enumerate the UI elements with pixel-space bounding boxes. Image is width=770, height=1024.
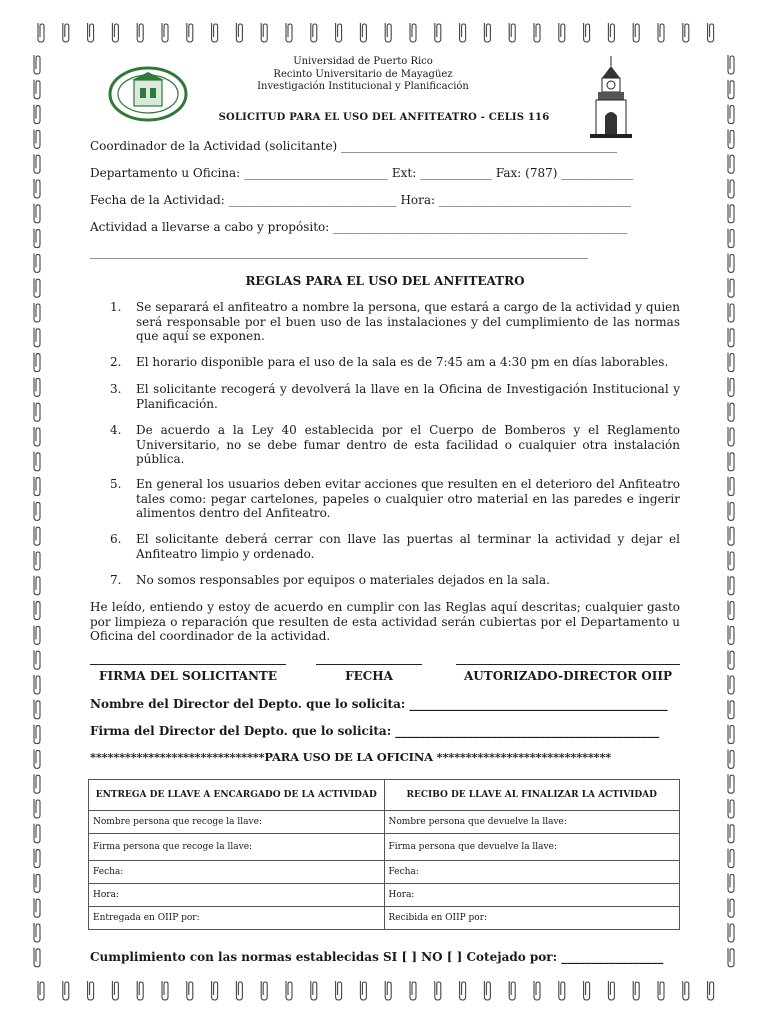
paperclip-icon: [728, 799, 734, 818]
table-row: [89, 861, 680, 884]
paperclip-icon: [385, 981, 391, 1000]
paperclip-icon: [34, 427, 40, 446]
paperclip-icon: [261, 23, 267, 42]
paperclip-icon: [728, 625, 734, 644]
paperclip-icon: [534, 23, 540, 42]
director-signature-field[interactable]: Firma del Director del Depto. que lo solicita: ____________________________________________: [90, 724, 660, 738]
paperclip-icon: [658, 981, 664, 1000]
paperclip-icon: [311, 23, 317, 42]
rule-text: En general los usuarios deben evitar acciones que resulten en el deterioro del Anfiteatro tales como: pegar cartelones, papeles o cualquier otro material en las paredes e ingerir alimentos dentro del Anfiteatro.: [136, 477, 680, 520]
paperclip-icon: [728, 278, 734, 297]
paperclip-icon: [728, 105, 734, 124]
rule-text: El solicitante deberá cerrar con llave las puertas al terminar la actividad y dejar el Anfiteatro limpio y ordenado.: [136, 532, 680, 561]
paperclip-icon: [559, 23, 565, 42]
table-row: [89, 884, 680, 907]
table-cell[interactable]: Fecha:: [384, 861, 680, 884]
paperclip-icon: [728, 576, 734, 595]
paperclip-icon: [584, 981, 590, 1000]
paperclip-icon: [658, 23, 664, 42]
rule-item: [110, 532, 680, 561]
paperclip-icon: [34, 923, 40, 942]
paperclip-icon: [88, 981, 94, 1000]
rule-number: 2.: [110, 355, 122, 369]
paperclip-icon: [360, 23, 366, 42]
paperclip-icon: [34, 725, 40, 744]
table-row: [89, 834, 680, 861]
paperclip-icon: [34, 799, 40, 818]
paperclip-icon: [336, 981, 342, 1000]
paperclip-icon: [38, 23, 44, 42]
paperclip-icon: [728, 154, 734, 173]
paperclip-icon: [212, 23, 218, 42]
activity-date-field[interactable]: Fecha de la Actividad: ____________________________ Hora: ________________________________: [90, 193, 631, 207]
table-cell[interactable]: Fecha:: [89, 861, 385, 884]
paperclip-icon: [63, 981, 69, 1000]
form-title: SOLICITUD PARA EL USO DEL ANFITEATRO - CELIS 116: [218, 112, 550, 123]
clock-tower-icon: [588, 56, 634, 140]
rule-text: El horario disponible para el uso de la sala es de 7:45 am a 4:30 pm en días laborables.: [136, 355, 669, 369]
table-cell[interactable]: Firma persona que recoge la llave:: [89, 834, 385, 861]
paperclip-icon: [728, 551, 734, 570]
paperclip-icon: [34, 824, 40, 843]
paperclip-icon: [385, 23, 391, 42]
paperclip-icon: [34, 80, 40, 99]
paperclip-icon: [728, 898, 734, 917]
paperclip-icon: [484, 23, 490, 42]
paperclip-icon: [683, 981, 689, 1000]
paperclip-icon: [34, 526, 40, 545]
paperclip-icon: [534, 981, 540, 1000]
paperclip-icon: [34, 576, 40, 595]
paperclip-icon: [509, 981, 515, 1000]
rule-number: 5.: [110, 477, 122, 491]
paperclip-icon: [728, 80, 734, 99]
paperclip-icon: [261, 981, 267, 1000]
paperclip-icon: [728, 427, 734, 446]
key-delivery-header: ENTREGA DE LLAVE A ENCARGADO DE LA ACTIVIDAD: [89, 780, 385, 811]
paperclip-icon: [728, 253, 734, 272]
director-authorization-line[interactable]: AUTORIZADO-DIRECTOR OIIP: [456, 664, 680, 683]
applicant-signature-line[interactable]: FIRMA DEL SOLICITANTE: [90, 664, 286, 683]
compliance-check-line[interactable]: Cumplimiento con las normas establecidas SI [ ] NO [ ] Cotejado por: _________________: [90, 950, 664, 964]
rule-item: [110, 573, 680, 588]
paperclip-icon: [63, 23, 69, 42]
rule-number: 3.: [110, 382, 122, 396]
paperclip-icon: [728, 774, 734, 793]
paperclip-icon: [728, 650, 734, 669]
paperclip-icon: [728, 725, 734, 744]
paperclip-icon: [360, 981, 366, 1000]
paperclip-icon: [728, 948, 734, 967]
rule-item: [110, 355, 680, 370]
table-cell[interactable]: Firma persona que devuelve la llave:: [384, 834, 680, 861]
paperclip-icon: [34, 253, 40, 272]
paperclip-icon: [34, 377, 40, 396]
paperclip-icon: [728, 303, 734, 322]
paperclip-icon: [728, 55, 734, 74]
paperclip-icon: [728, 501, 734, 520]
paperclip-icon: [728, 923, 734, 942]
paperclip-icon: [584, 23, 590, 42]
rule-item: [110, 477, 680, 521]
key-return-header: RECIBO DE LLAVE AL FINALIZAR LA ACTIVIDAD: [384, 780, 680, 811]
paperclip-icon: [34, 774, 40, 793]
paperclip-icon: [728, 204, 734, 223]
rule-text: Se separará el anfiteatro a nombre la persona, que estará a cargo de la actividad y quien será responsable por el buen uso de las instalaciones y del cumplimiento de las normas que aquí se exponen.: [136, 300, 680, 343]
paperclip-icon: [728, 179, 734, 198]
paperclip-icon: [311, 981, 317, 1000]
paperclip-icon: [34, 129, 40, 148]
paperclip-icon: [137, 23, 143, 42]
table-cell[interactable]: Hora:: [89, 884, 385, 907]
rule-number: 1.: [110, 300, 122, 314]
rule-item: [110, 382, 680, 411]
paperclip-icon: [728, 452, 734, 471]
paperclip-icon: [34, 105, 40, 124]
paperclip-icon: [34, 749, 40, 768]
paperclip-icon: [38, 981, 44, 1000]
table-cell[interactable]: Hora:: [384, 884, 680, 907]
table-cell[interactable]: Recibida en OIIP por:: [384, 907, 680, 930]
paperclip-icon: [728, 700, 734, 719]
paperclip-icon: [34, 898, 40, 917]
paperclip-icon: [34, 204, 40, 223]
paperclip-icon: [34, 601, 40, 620]
rule-text: No somos responsables por equipos o materiales dejados en la sala.: [136, 573, 550, 587]
paperclip-icon: [608, 981, 614, 1000]
table-cell[interactable]: Nombre persona que recoge la llave:: [89, 811, 385, 834]
paperclip-icon: [34, 353, 40, 372]
rules-title: REGLAS PARA EL USO DEL ANFITEATRO: [245, 274, 525, 288]
rule-number: 6.: [110, 532, 122, 546]
key-log-table: [88, 779, 680, 930]
rule-number: 7.: [110, 573, 122, 587]
table-cell[interactable]: Entregada en OIIP por:: [89, 907, 385, 930]
university-header: [228, 56, 498, 94]
paperclip-icon: [34, 948, 40, 967]
paperclip-icon: [633, 23, 639, 42]
paperclip-icon: [708, 23, 714, 42]
paperclip-icon: [509, 23, 515, 42]
paperclip-icon: [34, 700, 40, 719]
table-cell[interactable]: Nombre persona que devuelve la llave:: [384, 811, 680, 834]
campus-name: Recinto Universitario de Mayagüez: [273, 68, 453, 80]
paperclip-icon: [728, 749, 734, 768]
paperclip-icon: [34, 179, 40, 198]
paperclip-icon: [137, 981, 143, 1000]
paperclip-icon: [728, 229, 734, 248]
office-name: Investigación Institucional y Planificación: [257, 81, 469, 92]
paperclip-icon: [728, 402, 734, 421]
paperclip-icon: [683, 23, 689, 42]
paperclip-icon: [34, 452, 40, 471]
agreement-paragraph: He leído, entiendo y estoy de acuerdo en cumplir con las Reglas aquí descritas; cualquier gasto por limpieza o reparación que resulten de esta actividad serán cubiertas por el Departamento u Oficina del coordinador de la actividad.: [90, 600, 680, 643]
paperclip-icon: [34, 278, 40, 297]
paperclip-icon: [728, 601, 734, 620]
paperclip-icon: [559, 981, 565, 1000]
paperclip-icon: [187, 23, 193, 42]
paperclip-icon: [336, 23, 342, 42]
paperclip-icon: [88, 23, 94, 42]
paperclip-icon: [435, 981, 441, 1000]
paperclip-icon: [34, 675, 40, 694]
paperclip-icon: [212, 981, 218, 1000]
table-row: [89, 811, 680, 834]
paperclip-icon: [34, 55, 40, 74]
paperclip-icon: [728, 328, 734, 347]
paperclip-icon: [34, 625, 40, 644]
paperclip-icon: [162, 23, 168, 42]
rule-text: El solicitante recogerá y devolverá la llave en la Oficina de Investigación Institucional y Planificación.: [136, 382, 680, 411]
paperclip-icon: [34, 229, 40, 248]
university-name: Universidad de Puerto Rico: [293, 56, 433, 67]
table-row: [89, 907, 680, 930]
paperclip-icon: [162, 981, 168, 1000]
coordinator-field[interactable]: Coordinador de la Actividad (solicitante) ______________________________________________: [90, 139, 618, 153]
paperclip-icon: [410, 23, 416, 42]
rule-text: De acuerdo a la Ley 40 establecida por el Cuerpo de Bomberos y el Reglamento Universitario, no se debe fumar dentro de esta facilidad o cualquier otra instalación pública.: [136, 423, 680, 466]
paperclip-icon: [460, 981, 466, 1000]
paperclip-icon: [34, 551, 40, 570]
paperclip-icon: [34, 328, 40, 347]
paperclip-icon: [728, 477, 734, 496]
paperclip-icon: [728, 353, 734, 372]
paperclip-icon: [460, 23, 466, 42]
paperclip-icon: [410, 981, 416, 1000]
paperclip-icon: [34, 650, 40, 669]
paperclip-icon: [34, 402, 40, 421]
paperclip-icon: [484, 981, 490, 1000]
paperclip-icon: [34, 303, 40, 322]
paperclip-icon: [708, 981, 714, 1000]
paperclip-icon: [728, 849, 734, 868]
paperclip-icon: [112, 981, 118, 1000]
paperclip-icon: [435, 23, 441, 42]
rule-item: [110, 423, 680, 467]
paperclip-icon: [728, 526, 734, 545]
paperclip-icon: [728, 377, 734, 396]
paperclip-icon: [728, 675, 734, 694]
paperclip-icon: [34, 477, 40, 496]
paperclip-icon: [112, 23, 118, 42]
activity-purpose-extra-line[interactable]: ___________________________________________________________________________________: [90, 245, 588, 259]
paperclip-icon: [187, 981, 193, 1000]
table-header-row: [89, 780, 680, 811]
rule-number: 4.: [110, 423, 122, 437]
paperclip-icon: [286, 981, 292, 1000]
paperclip-icon: [728, 129, 734, 148]
department-field[interactable]: Departamento u Oficina: ________________________ Ext: ____________ Fax: (787) ____________: [90, 166, 634, 180]
paperclip-icon: [34, 501, 40, 520]
director-name-field[interactable]: Nombre del Director del Depto. que lo solicita: ___________________________________________: [90, 697, 668, 711]
paperclip-icon: [728, 824, 734, 843]
office-use-banner: ******************************PARA USO DE LA OFICINA ******************************: [90, 750, 612, 764]
paperclip-icon: [608, 23, 614, 42]
paperclip-icon: [286, 23, 292, 42]
university-seal-icon: [108, 66, 188, 122]
paperclip-icon: [236, 981, 242, 1000]
signature-date-line[interactable]: FECHA: [316, 664, 422, 683]
paperclip-icon: [728, 873, 734, 892]
paperclip-icon: [34, 154, 40, 173]
rule-item: [110, 300, 680, 344]
activity-purpose-field[interactable]: Actividad a llevarse a cabo y propósito: _________________________________________________: [90, 220, 628, 234]
paperclip-icon: [34, 849, 40, 868]
paperclip-icon: [34, 873, 40, 892]
paperclip-icon: [633, 981, 639, 1000]
paperclip-icon: [236, 23, 242, 42]
